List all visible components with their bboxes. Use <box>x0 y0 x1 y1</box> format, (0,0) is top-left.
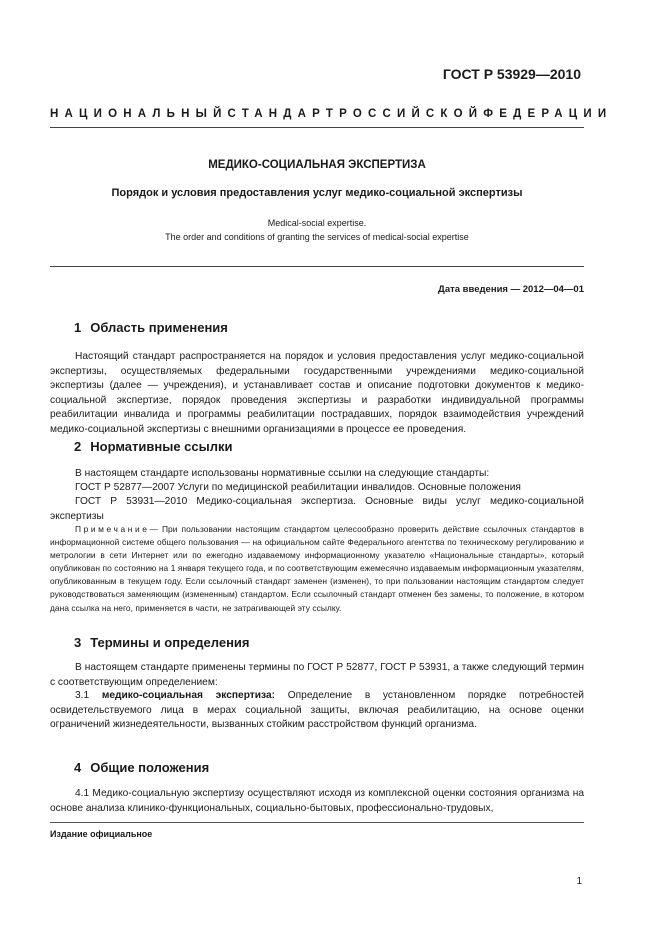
section-heading-general <box>74 760 209 775</box>
section-number: 3 <box>74 635 82 650</box>
references-note <box>50 523 584 615</box>
section-title: Термины и определения <box>90 635 250 650</box>
english-title-line: Medical-social expertise. <box>267 218 367 228</box>
national-standard-title <box>50 108 613 120</box>
section-title: Область применения <box>90 320 228 335</box>
references-intro: В настоящем стандарте использованы нормативные ссылки на следующие стандарты: <box>75 468 490 479</box>
section-title: Нормативные ссылки <box>90 439 233 454</box>
standard-word: СТАНДАРТ <box>227 108 340 120</box>
standard-word: ФЕДЕРАЦИИ <box>483 108 613 120</box>
section-number: 2 <box>74 439 82 454</box>
page-number: 1 <box>576 876 582 887</box>
term-name: медико-социальная экспертиза: <box>101 690 276 701</box>
document-title: МЕДИКО-СОЦИАЛЬНАЯ ЭКСПЕРТИЗА <box>208 159 426 171</box>
term-definition <box>50 689 584 733</box>
document-subtitle: Порядок и условия предоставления услуг медико-социальной экспертизы <box>111 187 523 199</box>
header-divider <box>50 127 584 128</box>
section-number: 4 <box>74 760 82 775</box>
section-heading-references <box>74 439 232 454</box>
standard-word: РОССИЙСКОЙ <box>339 108 484 120</box>
section-title: Общие положения <box>90 760 210 775</box>
note-text: — При пользовании настоящим стандартом целесообразно проверить действие ссылочных стандартов в информационной системе общего пользования — на официальном сайте Федерального агентства по техническому регулированию и метрологии в сети Интернет или по ежегодно издаваемому информационному указателю «Национальные стандарты», который опубликован по состоянию на 1 января текущего года, и по соответствующим ежемесячно издаваемым информационным указателям, опубликованным в текущем году. Если ссылочный стандарт заменен (изменен), то при пользовании настоящим стандартом следует руководствоваться заменяющим (измененным) стандартом. Если ссылочный стандарт отменен без замены, то положение, в котором дана ссылка на него, применяется в части, не затрагивающей эту ссылку. <box>50 524 584 613</box>
general-paragraph: 4.1 Медико-социальную экспертизу осуществляют исходя из комплексной оценки состояния организма на основе анализа клинико-функциональных, социально-бытовых, профессионально-трудовых, <box>50 788 584 814</box>
english-title <box>50 216 584 244</box>
document-number: ГОСТ Р 53929—2010 <box>442 66 581 82</box>
english-title-line: The order and conditions of granting the services of medical-social expertise <box>165 232 469 242</box>
footer-divider <box>50 822 584 823</box>
section-heading-terms <box>74 635 250 650</box>
term-text: Определение в установленном порядке потребностей освидетельствуемого лица в мерах социальной защиты, включая реабилитацию, на основе оценки ограничений жизнедеятельности, вызванных стойким расстройством функций организма. <box>50 690 584 730</box>
reference-item: ГОСТ Р 53931—2010 Медико-социальная экспертиза. Основные виды услуг медико-социальной экспертизы <box>50 496 584 522</box>
section-heading-scope <box>74 320 228 335</box>
title-divider <box>50 266 584 267</box>
official-edition: Издание официальное <box>50 829 153 839</box>
section-number: 1 <box>74 320 82 335</box>
note-label: Примечание <box>75 524 150 534</box>
terms-intro: В настоящем стандарте применены термины по ГОСТ Р 52877, ГОСТ Р 53931, а также следующий термин с соответствующим определением: <box>50 662 584 688</box>
standard-word: НАЦИОНАЛЬНЫЙ <box>50 108 228 120</box>
intro-date: Дата введения — 2012—04—01 <box>438 284 584 295</box>
term-number: 3.1 <box>75 690 90 701</box>
scope-paragraph: Настоящий стандарт распространяется на порядок и условия предоставления услуг медико-социальной экспертизы, осуществляемых федеральными государственными учреждениями медико-социальной экспертизы (далее — учреждения), и устанавливает состав и описание подготовки документов к медико-социальной экспертизе, порядок проведения экспертизы и разработки индивидуальной программы реабилитации инвалида и программы реабилитации пострадавших, порядок взаимодействия учреждений медико-социальной экспертизы с внешними организациями в процессе ее проведения. <box>50 351 584 435</box>
reference-item: ГОСТ Р 52877—2007 Услуги по медицинской реабилитации инвалидов. Основные положения <box>75 482 521 493</box>
